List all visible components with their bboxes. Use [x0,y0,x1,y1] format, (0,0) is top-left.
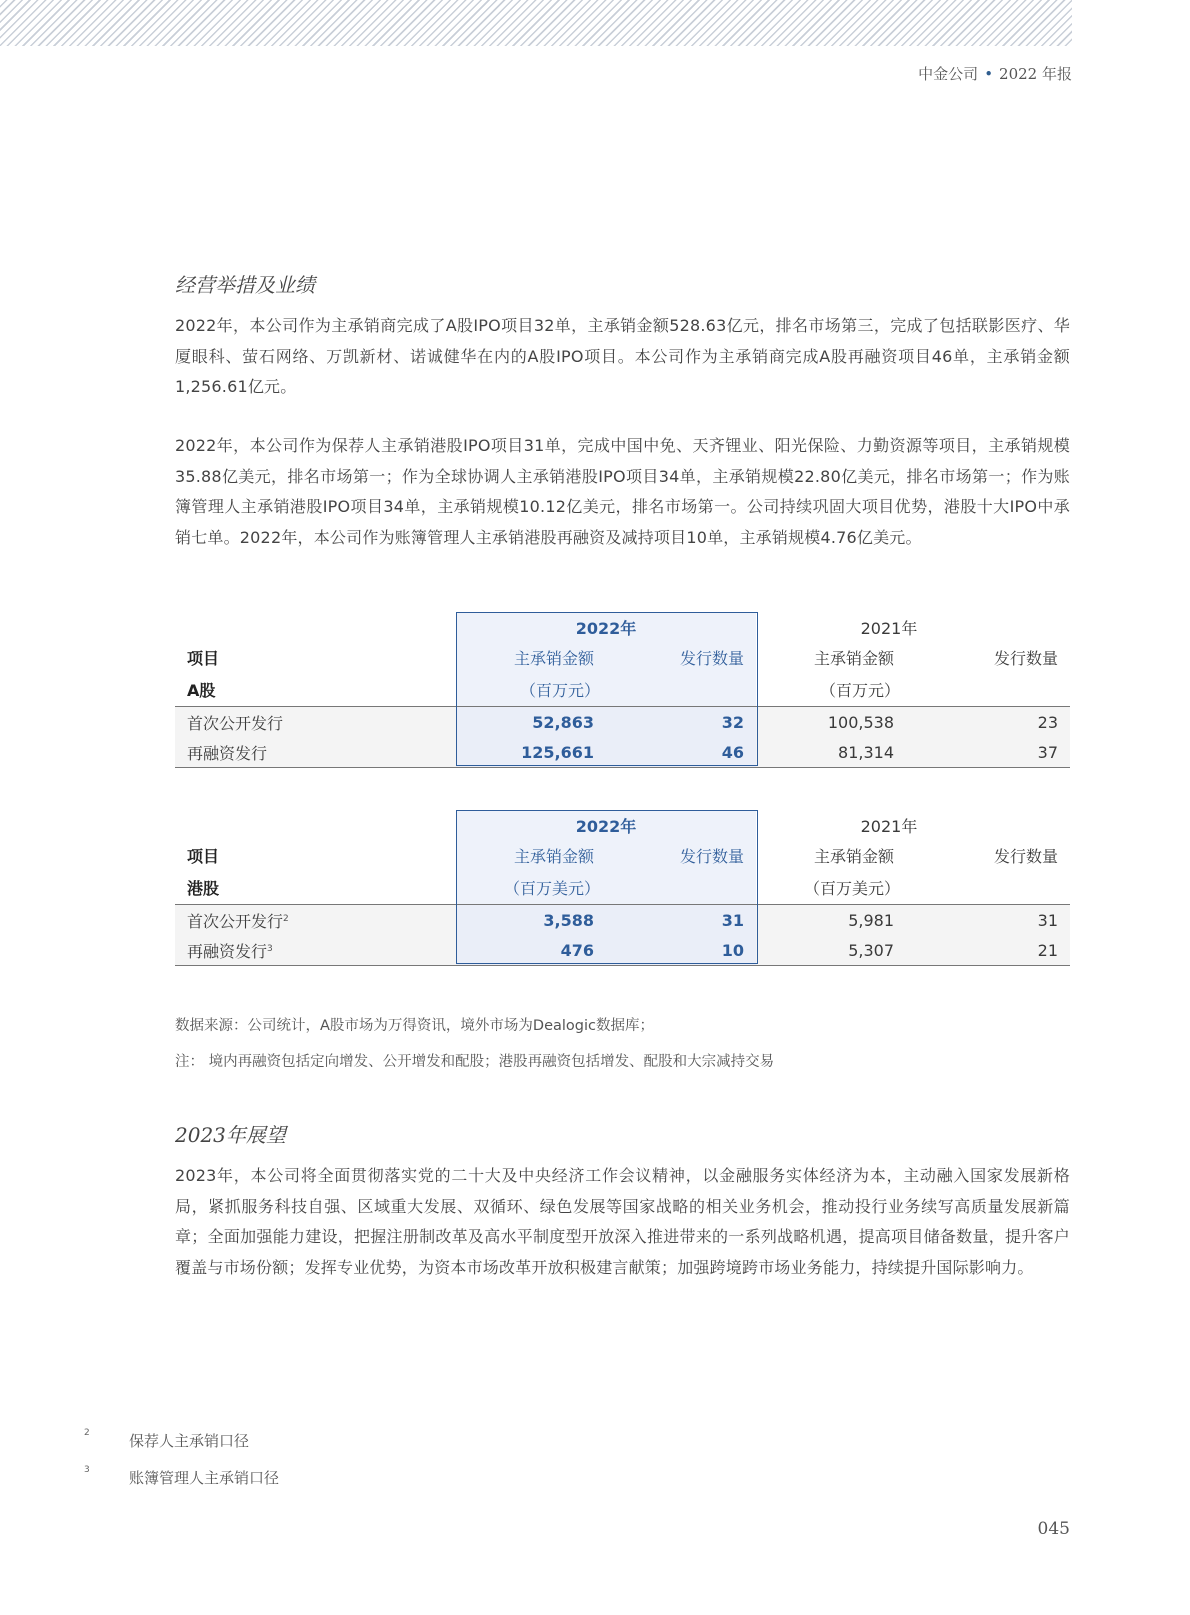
table-a-year-2022: 2022年 [456,612,756,642]
data-source-note: 数据来源：公司统计，A股市场为万得资讯，境外市场为Dealogic数据库； [175,1018,654,1034]
table-row [175,737,1070,768]
paragraph-a-share: 2022年，本公司作为主承销商完成了A股IPO项目32单，主承销金额528.63亿元，排名市场第三，完成了包括联影医疗、华厦眼科、萤石网络、万凯新材、诺诚健华在内的A股IPO项目。本公司作为主承销商完成A股再融资项目46单，主承销金额1,256.61亿元。 [175,316,1070,396]
table-hk-cell: 476 [456,935,606,966]
section-title-performance: 经营举措及业绩 [175,273,315,297]
remark-note: 注： 境内再融资包括定向增发、公开增发和配股；港股再融资包括增发、配股和大宗减持交易 [175,1054,775,1070]
page-number: 045 [1037,1519,1070,1539]
table-a-col-count-2021: 发行数量 [993,648,1058,668]
footnote-text: 账簿管理人主承销口径 [129,1469,280,1487]
table-hk-cell: 31 [906,905,1070,936]
table-row [175,935,1070,966]
table-hk-row-label: 首次公开发行$^2$ [175,905,456,936]
table-a-share [175,612,1070,768]
table-hk-year-2022: 2022年 [456,810,756,840]
running-header [918,63,1072,84]
table-hk-cell: 5,981 [756,905,906,936]
table-hk-col-count-2022: 发行数量 [606,840,756,870]
table-hk-cell: 10 [606,935,756,966]
footnote-text: 保荐人主承销口径 [129,1432,250,1450]
table-hk-year-2021: 2021年 [860,816,918,836]
table-hk-cell: 31 [606,905,756,936]
table-a-category: A股 [175,672,456,707]
paragraph-hk-share: 2022年，本公司作为保荐人主承销港股IPO项目31单，完成中国中免、天齐锂业、阳光保险、力勤资源等项目，主承销规模35.88亿美元，排名市场第一；作为全球协调人主承销港股IPO项目34单，主承销规模22.80亿美元，排名市场第一；作为账簿管理人主承销港股IPO项目34单，主承销规模10.12亿美元，排名市场第一。公司持续巩固大项目优势，港股十大IPO中承销七单。2022年，本公司作为账簿管理人主承销港股再融资及减持项目10单，主承销规模4.76亿美元。 [175,436,1070,547]
footnote-number: 3 [84,1465,90,1475]
header-year: 2022 年报 [999,65,1072,83]
table-a-cell: 125,661 [456,737,606,768]
table-hk-cell: 5,307 [756,935,906,966]
table-a-col-count-2022: 发行数量 [606,642,756,672]
table-hk-share [175,810,1070,966]
table-a-row-label: 再融资发行 [175,737,456,768]
table-a-row-label: 首次公开发行 [175,707,456,738]
table-a-cell: 46 [606,737,756,768]
header-hatch-band [0,0,1072,46]
table-hk-item-label: 项目 [187,846,220,866]
table-a-cell: 23 [906,707,1070,738]
table-hk-row-label: 再融资发行$^3$ [175,935,456,966]
table-hk-col-amount-2021: 主承销金额 [813,846,894,866]
table-row [175,905,1070,936]
section-title-outlook: 2023年展望 [175,1123,286,1147]
table-hk-unit-2021: （百万美元） [756,870,906,905]
footnote-number: 2 [84,1428,90,1438]
table-a-year-2021: 2021年 [860,618,918,638]
table-a-cell: 52,863 [456,707,606,738]
table-hk-unit-2022: （百万美元） [456,870,606,905]
table-a-cell: 32 [606,707,756,738]
table-a-item-label: 项目 [187,648,220,668]
footnote-ref-3: 3 [267,943,273,954]
header-separator-dot: • [984,65,994,83]
table-row [175,707,1070,738]
table-a-cell: 37 [906,737,1070,768]
table-a-unit-2022: （百万元） [456,672,606,707]
paragraph-outlook: 2023年，本公司将全面贯彻落实党的二十大及中央经济工作会议精神，以金融服务实体经济为本，主动融入国家发展新格局，紧抓服务科技自强、区域重大发展、双循环、绿色发展等国家战略的相关业务机会，推动投行业务续写高质量发展新篇章；全面加强能力建设，把握注册制改革及高水平制度型开放深入推进带来的一系列战略机遇，提高项目储备数量，提升客户覆盖与市场份额；发挥专业优势，为资本市场改革开放积极建言献策；加强跨境跨市场业务能力，持续提升国际影响力。 [175,1166,1070,1277]
header-company: 中金公司 [918,65,979,83]
table-hk-cell: 3,588 [456,905,606,936]
footnote-ref-2: 2 [283,913,289,924]
table-a-cell: 81,314 [756,737,906,768]
table-hk-col-count-2021: 发行数量 [993,846,1058,866]
table-a-unit-2021: （百万元） [756,672,906,707]
table-a-col-amount-2022: 主承销金额 [456,642,606,672]
table-a-col-amount-2021: 主承销金额 [813,648,894,668]
table-hk-cell: 21 [906,935,1070,966]
table-hk-col-amount-2022: 主承销金额 [456,840,606,870]
table-a-cell: 100,538 [756,707,906,738]
table-hk-category: 港股 [175,870,456,905]
